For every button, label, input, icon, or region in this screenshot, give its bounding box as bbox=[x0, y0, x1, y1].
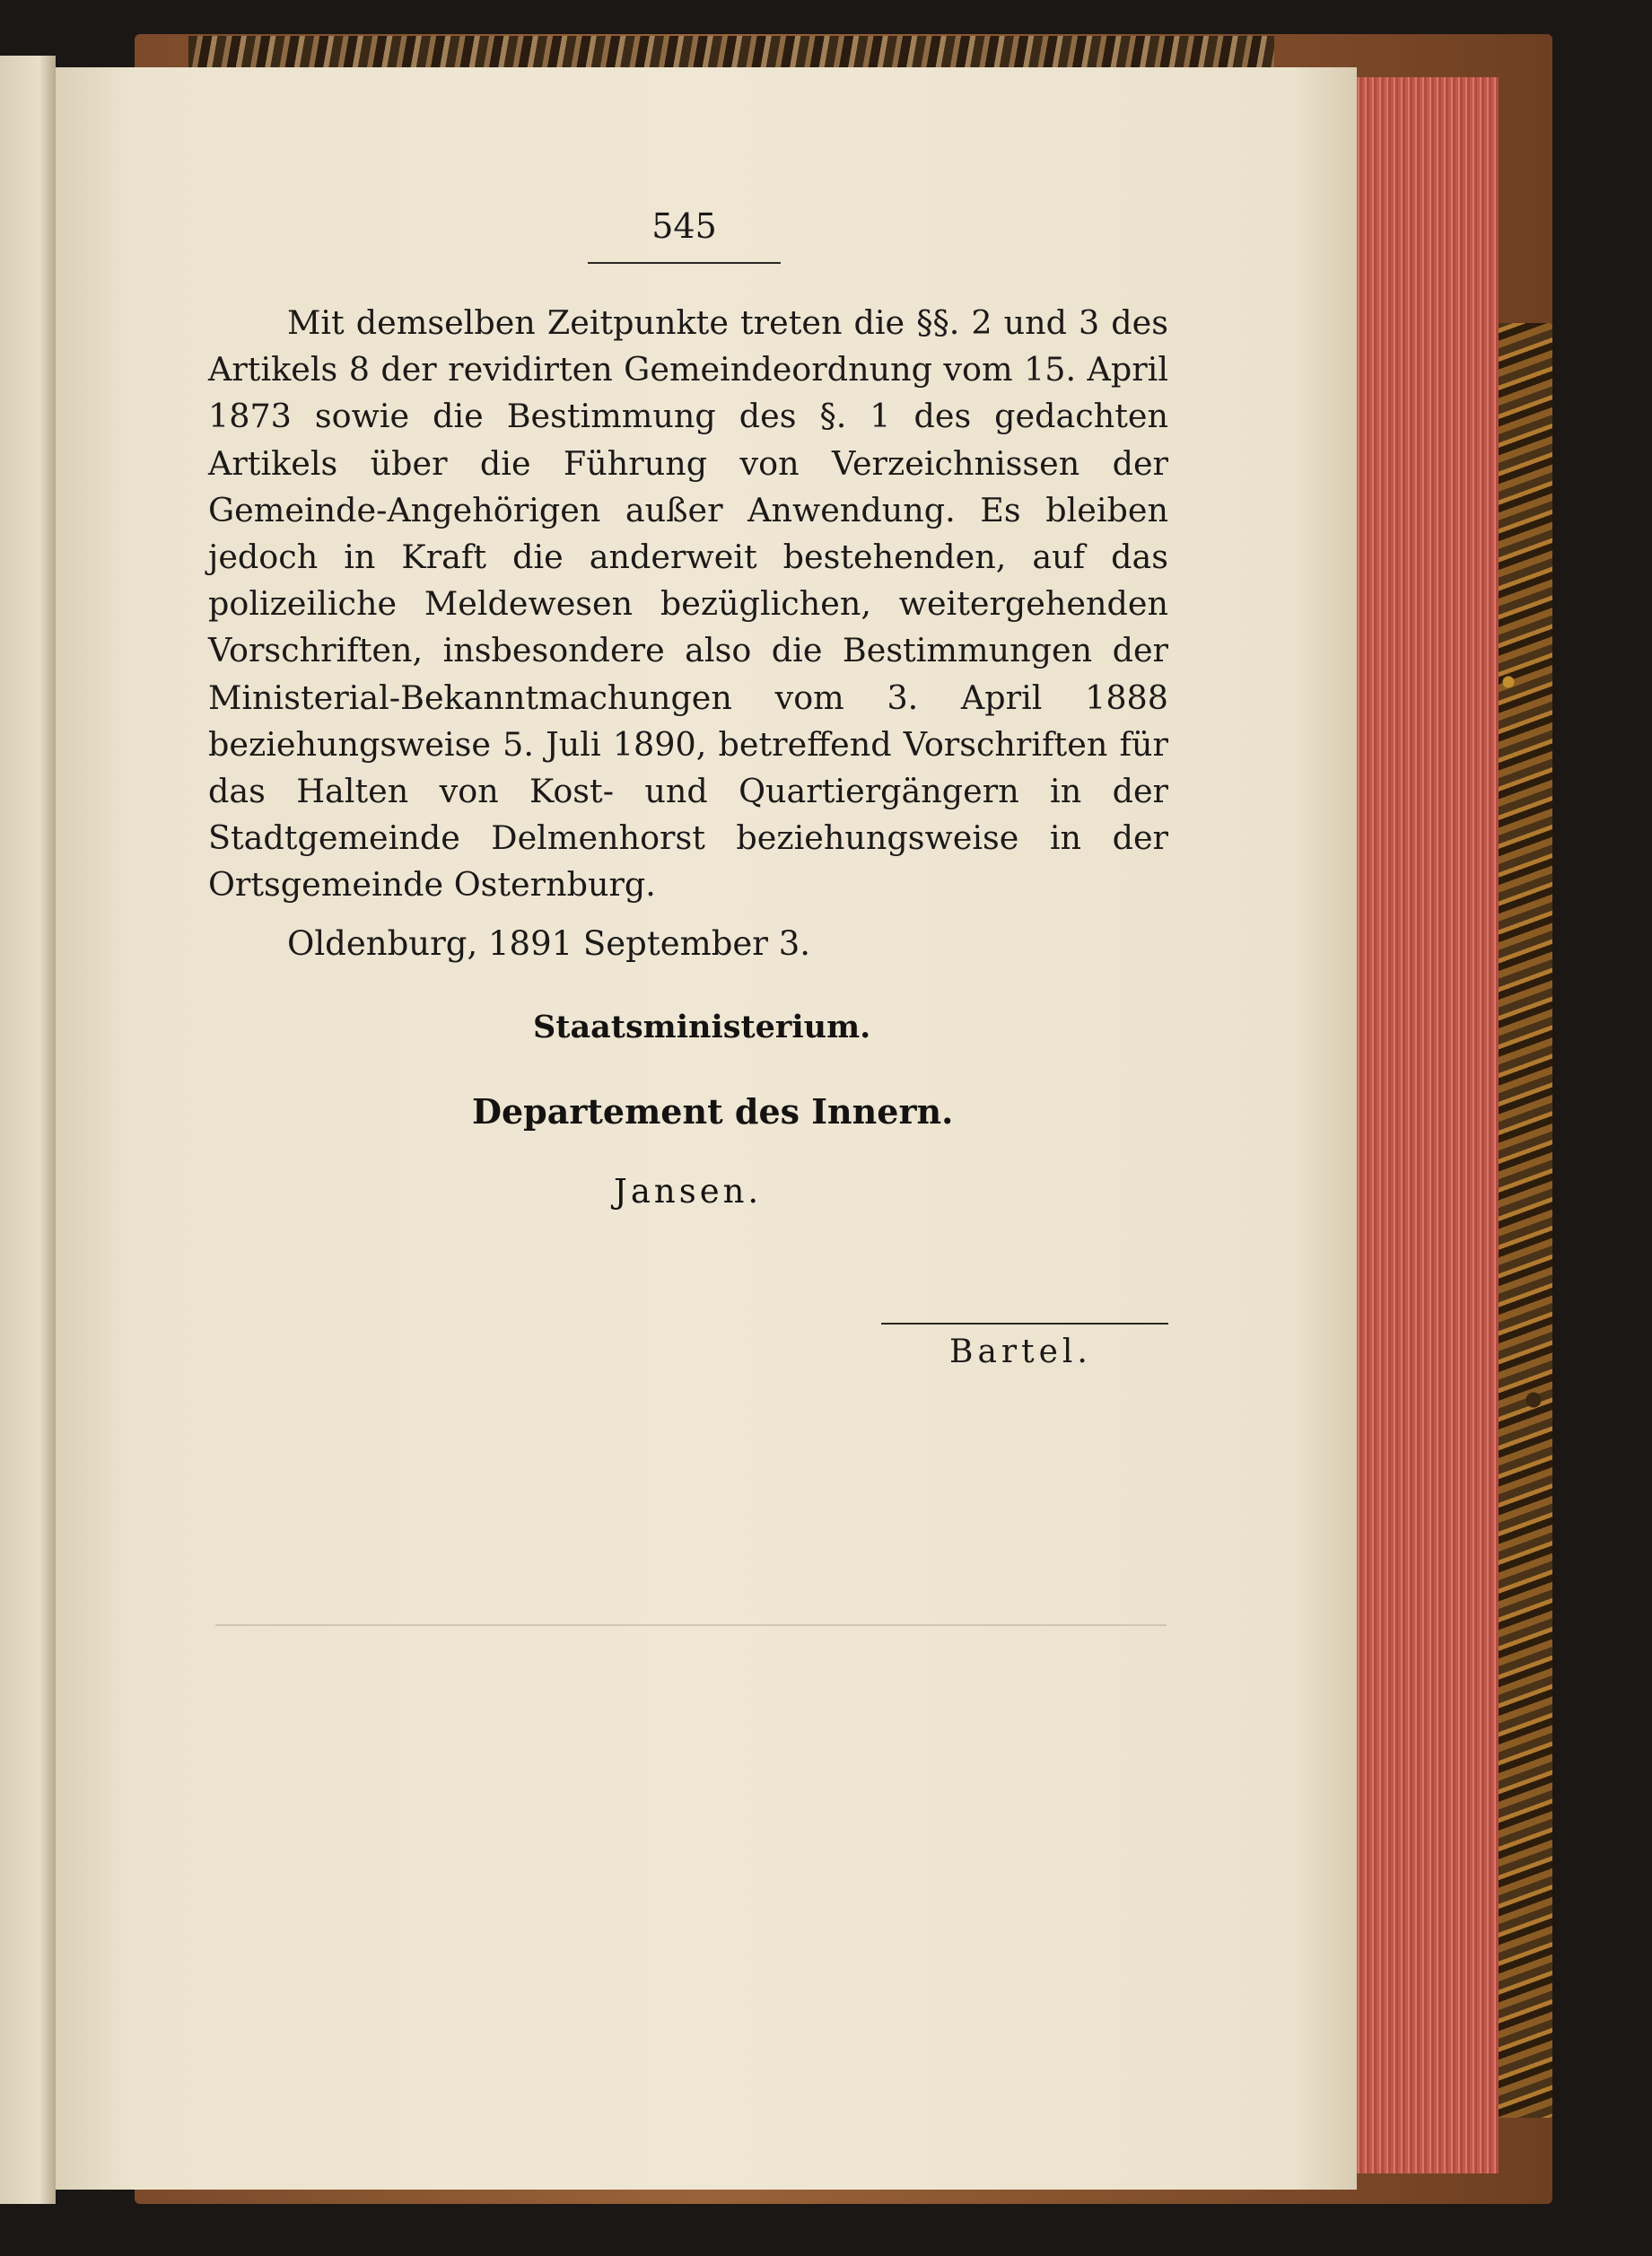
signature-name: Jansen. bbox=[614, 1172, 763, 1211]
marbled-cover-top bbox=[188, 36, 1274, 72]
department-heading: Departement des Innern. bbox=[472, 1091, 954, 1132]
countersignature-rule bbox=[881, 1323, 1168, 1325]
countersignature-name: Bartel. bbox=[949, 1333, 1092, 1370]
place-date-line: Oldenburg, 1891 September 3. bbox=[287, 924, 811, 963]
body-paragraph: Mit demselben Zeitpunkte treten die §§. 2 und 3 des Artikels 8 der revidirten Gemeindeordnung vom 15. April 1873 sowie die Bestimmung des §. 1 des gedachten Artikels über die Führung von Verzeichnissen der Gemeinde-Angehörigen außer Anwendung. Es bleiben jedoch in Kraft die anderweit bestehenden, auf das polizeiliche Meldewesen bezüglichen, weitergehenden Vorschriften, insbesondere also die Bestimmungen der Ministerial-Bekanntmachungen vom 3. April 1888 beziehungsweise 5. Juli 1890, betreffend Vorschriften für das Halten von Kost- und Quartiergängern in der Stadtgemeinde Delmenhorst beziehungsweise in der Ortsgemeinde Osternburg. bbox=[208, 303, 1168, 905]
page-number: 545 bbox=[588, 206, 781, 264]
authority-heading: Staatsministerium. bbox=[533, 1009, 871, 1045]
facing-page-edge bbox=[0, 56, 56, 2204]
red-page-edges bbox=[1346, 77, 1499, 2173]
marbled-cover-spine bbox=[1490, 323, 1552, 2118]
bleed-through-rule bbox=[215, 1624, 1167, 1626]
